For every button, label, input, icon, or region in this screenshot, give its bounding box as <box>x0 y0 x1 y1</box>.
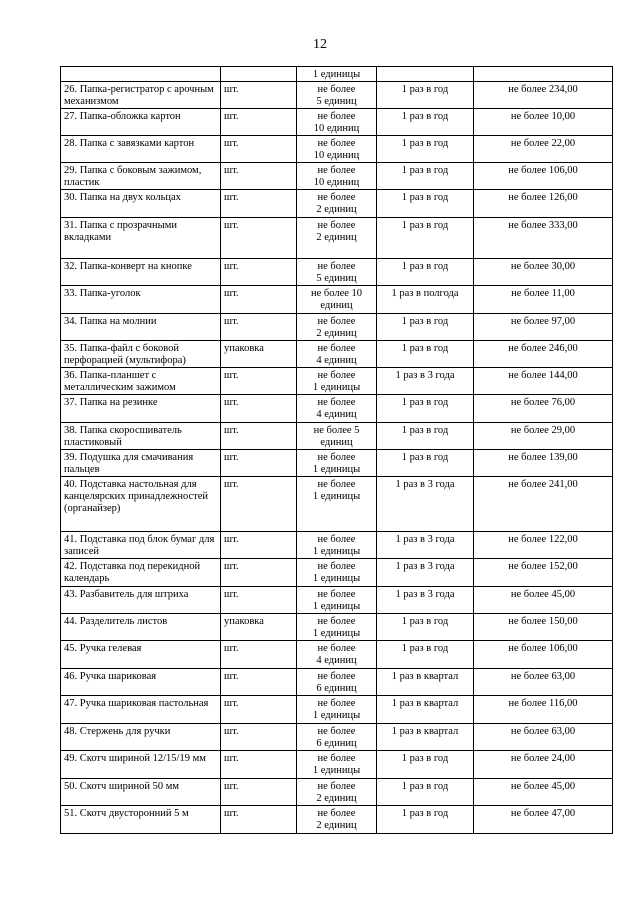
cell-unit: шт. <box>221 136 297 163</box>
cell-unit: шт. <box>221 724 297 751</box>
cell-name: 47. Ручка шариковая пастольная <box>61 696 221 724</box>
table-row <box>61 724 613 751</box>
table-row <box>61 751 613 779</box>
cell-name: 28. Папка с завязками картон <box>61 136 221 163</box>
cell-quantity: не более 5 единиц <box>297 82 377 109</box>
cell-period: 1 раз в 3 года <box>377 477 474 532</box>
cell-quantity: 1 единицы <box>297 67 377 82</box>
cell-name: 50. Скотч шириной 50 мм <box>61 779 221 806</box>
table-row <box>61 669 613 696</box>
table-row <box>61 532 613 559</box>
cell-quantity: не более 10 единиц <box>297 136 377 163</box>
cell-name: 48. Стержень для ручки <box>61 724 221 751</box>
cell-period: 1 раз в год <box>377 614 474 641</box>
cell-price: не более 97,00 <box>474 314 613 341</box>
cell-price: не более 241,00 <box>474 477 613 532</box>
table-row <box>61 806 613 834</box>
cell-price: не более 126,00 <box>474 190 613 218</box>
cell-price: не более 10,00 <box>474 109 613 136</box>
cell-name: 33. Папка-уголок <box>61 286 221 314</box>
cell-period: 1 раз в квартал <box>377 696 474 724</box>
table-row <box>61 696 613 724</box>
cell-unit: шт. <box>221 587 297 614</box>
cell-period: 1 раз в год <box>377 806 474 834</box>
table-row <box>61 67 613 82</box>
table-row <box>61 259 613 286</box>
cell-quantity: не более 1 единицы <box>297 368 377 395</box>
cell-quantity: не более 1 единицы <box>297 559 377 587</box>
cell-name: 38. Папка скоросшиватель пластиковый <box>61 423 221 450</box>
cell-period: 1 раз в год <box>377 190 474 218</box>
table-row <box>61 341 613 368</box>
cell-period: 1 раз в год <box>377 779 474 806</box>
cell-price: не более 116,00 <box>474 696 613 724</box>
cell-quantity: не более 1 единицы <box>297 614 377 641</box>
table-row <box>61 614 613 641</box>
cell-period: 1 раз в 3 года <box>377 532 474 559</box>
cell-quantity: не более 2 единиц <box>297 779 377 806</box>
table-row <box>61 368 613 395</box>
cell-name: 42. Подставка под перекидной календарь <box>61 559 221 587</box>
cell-period: 1 раз в год <box>377 259 474 286</box>
cell-price: не более 45,00 <box>474 779 613 806</box>
cell-price: не более 333,00 <box>474 218 613 259</box>
cell-quantity: не более 10 единиц <box>297 163 377 190</box>
cell-price: не более 45,00 <box>474 587 613 614</box>
cell-price: не более 150,00 <box>474 614 613 641</box>
cell-quantity: не более 1 единицы <box>297 532 377 559</box>
cell-unit: шт. <box>221 314 297 341</box>
cell-period: 1 раз в год <box>377 163 474 190</box>
cell-unit: шт. <box>221 190 297 218</box>
cell-quantity: не более 2 единиц <box>297 806 377 834</box>
cell-price: не более 246,00 <box>474 341 613 368</box>
cell-unit: шт. <box>221 395 297 423</box>
cell-period: 1 раз в год <box>377 751 474 779</box>
table-row <box>61 450 613 477</box>
cell-price: не более 152,00 <box>474 559 613 587</box>
cell-period: 1 раз в 3 года <box>377 368 474 395</box>
cell-quantity: не более 4 единиц <box>297 341 377 368</box>
cell-quantity: не более 1 единицы <box>297 751 377 779</box>
cell-price: не более 47,00 <box>474 806 613 834</box>
cell-quantity: не более 1 единицы <box>297 477 377 532</box>
cell-quantity: не более 2 единиц <box>297 190 377 218</box>
cell-name: 30. Папка на двух кольцах <box>61 190 221 218</box>
cell-name: 36. Папка-планшет с металлическим зажимом <box>61 368 221 395</box>
cell-name: 32. Папка-конверт на кнопке <box>61 259 221 286</box>
table-row <box>61 477 613 532</box>
cell-price: не более 106,00 <box>474 163 613 190</box>
cell-period: 1 раз в год <box>377 82 474 109</box>
cell-period: 1 раз в год <box>377 218 474 259</box>
table-row <box>61 641 613 669</box>
cell-unit: шт. <box>221 696 297 724</box>
cell-price: не более 139,00 <box>474 450 613 477</box>
cell-unit: шт. <box>221 669 297 696</box>
cell-price: не более 76,00 <box>474 395 613 423</box>
table-row <box>61 587 613 614</box>
cell-unit: шт. <box>221 641 297 669</box>
cell-price: не более 24,00 <box>474 751 613 779</box>
cell-name: 37. Папка на резинке <box>61 395 221 423</box>
cell-price: не более 63,00 <box>474 724 613 751</box>
cell-quantity: не более 2 единиц <box>297 314 377 341</box>
cell-unit: шт. <box>221 779 297 806</box>
table-row <box>61 218 613 259</box>
cell-period: 1 раз в год <box>377 341 474 368</box>
cell-unit: шт. <box>221 368 297 395</box>
cell-quantity: не более 6 единиц <box>297 724 377 751</box>
cell-price: не более 30,00 <box>474 259 613 286</box>
cell-period: 1 раз в квартал <box>377 724 474 751</box>
cell-price: не более 22,00 <box>474 136 613 163</box>
cell-period: 1 раз в год <box>377 423 474 450</box>
cell-name: 46. Ручка шариковая <box>61 669 221 696</box>
cell-unit: шт. <box>221 477 297 532</box>
cell-period: 1 раз в полгода <box>377 286 474 314</box>
cell-unit: шт. <box>221 218 297 259</box>
cell-name: 27. Папка-обложка картон <box>61 109 221 136</box>
table-row <box>61 314 613 341</box>
cell-unit: шт. <box>221 423 297 450</box>
cell-period: 1 раз в квартал <box>377 669 474 696</box>
cell-quantity: не более 1 единицы <box>297 696 377 724</box>
cell-period: 1 раз в год <box>377 641 474 669</box>
cell-name: 43. Разбавитель для штриха <box>61 587 221 614</box>
cell-quantity: не более 4 единиц <box>297 395 377 423</box>
cell-period: 1 раз в год <box>377 109 474 136</box>
cell-price: не более 29,00 <box>474 423 613 450</box>
table-row <box>61 286 613 314</box>
cell-period: 1 раз в 3 года <box>377 587 474 614</box>
page-number: 12 <box>313 37 327 52</box>
cell-name: 35. Папка-файл с боковой перфорацией (мультифора) <box>61 341 221 368</box>
cell-period: 1 раз в год <box>377 450 474 477</box>
table-row <box>61 395 613 423</box>
table-row <box>61 190 613 218</box>
cell-quantity: не более 6 единиц <box>297 669 377 696</box>
cell-unit <box>221 67 297 82</box>
cell-name: 45. Ручка гелевая <box>61 641 221 669</box>
cell-price: не более 63,00 <box>474 669 613 696</box>
cell-name: 26. Папка-регистратор с арочным механизмом <box>61 82 221 109</box>
table-row <box>61 779 613 806</box>
table-row <box>61 136 613 163</box>
cell-quantity: не более 1 единицы <box>297 450 377 477</box>
cell-quantity: не более 10 единиц <box>297 286 377 314</box>
cell-unit: шт. <box>221 286 297 314</box>
cell-unit: шт. <box>221 450 297 477</box>
cell-price <box>474 67 613 82</box>
cell-quantity: не более 2 единиц <box>297 218 377 259</box>
cell-quantity: не более 10 единиц <box>297 109 377 136</box>
cell-name: 39. Подушка для смачивания пальцев <box>61 450 221 477</box>
cell-unit: шт. <box>221 806 297 834</box>
cell-name: 51. Скотч двусторонний 5 м <box>61 806 221 834</box>
cell-price: не более 11,00 <box>474 286 613 314</box>
cell-unit: шт. <box>221 163 297 190</box>
cell-unit: упаковка <box>221 614 297 641</box>
cell-unit: шт. <box>221 109 297 136</box>
cell-unit: шт. <box>221 559 297 587</box>
cell-name: 40. Подставка настольная для канцелярских принадлежностей (органайзер) <box>61 477 221 532</box>
table-row <box>61 82 613 109</box>
cell-price: не более 144,00 <box>474 368 613 395</box>
cell-unit: упаковка <box>221 341 297 368</box>
cell-price: не более 234,00 <box>474 82 613 109</box>
cell-name: 29. Папка с боковым зажимом, пластик <box>61 163 221 190</box>
cell-unit: шт. <box>221 82 297 109</box>
table-row <box>61 163 613 190</box>
cell-quantity: не более 5 единиц <box>297 423 377 450</box>
table-row <box>61 423 613 450</box>
cell-name: 34. Папка на молнии <box>61 314 221 341</box>
cell-name: 49. Скотч шириной 12/15/19 мм <box>61 751 221 779</box>
cell-quantity: не более 1 единицы <box>297 587 377 614</box>
cell-period: 1 раз в год <box>377 136 474 163</box>
cell-quantity: не более 4 единиц <box>297 641 377 669</box>
cell-period: 1 раз в год <box>377 395 474 423</box>
cell-period <box>377 67 474 82</box>
table-row <box>61 109 613 136</box>
table-row <box>61 559 613 587</box>
cell-period: 1 раз в 3 года <box>377 559 474 587</box>
supplies-table <box>60 66 613 834</box>
cell-name: 31. Папка с прозрачными вкладками <box>61 218 221 259</box>
cell-name <box>61 67 221 82</box>
cell-unit: шт. <box>221 532 297 559</box>
cell-quantity: не более 5 единиц <box>297 259 377 286</box>
cell-price: не более 106,00 <box>474 641 613 669</box>
cell-period: 1 раз в год <box>377 314 474 341</box>
cell-price: не более 122,00 <box>474 532 613 559</box>
cell-unit: шт. <box>221 259 297 286</box>
cell-unit: шт. <box>221 751 297 779</box>
cell-name: 44. Разделитель листов <box>61 614 221 641</box>
cell-name: 41. Подставка под блок бумаг для записей <box>61 532 221 559</box>
